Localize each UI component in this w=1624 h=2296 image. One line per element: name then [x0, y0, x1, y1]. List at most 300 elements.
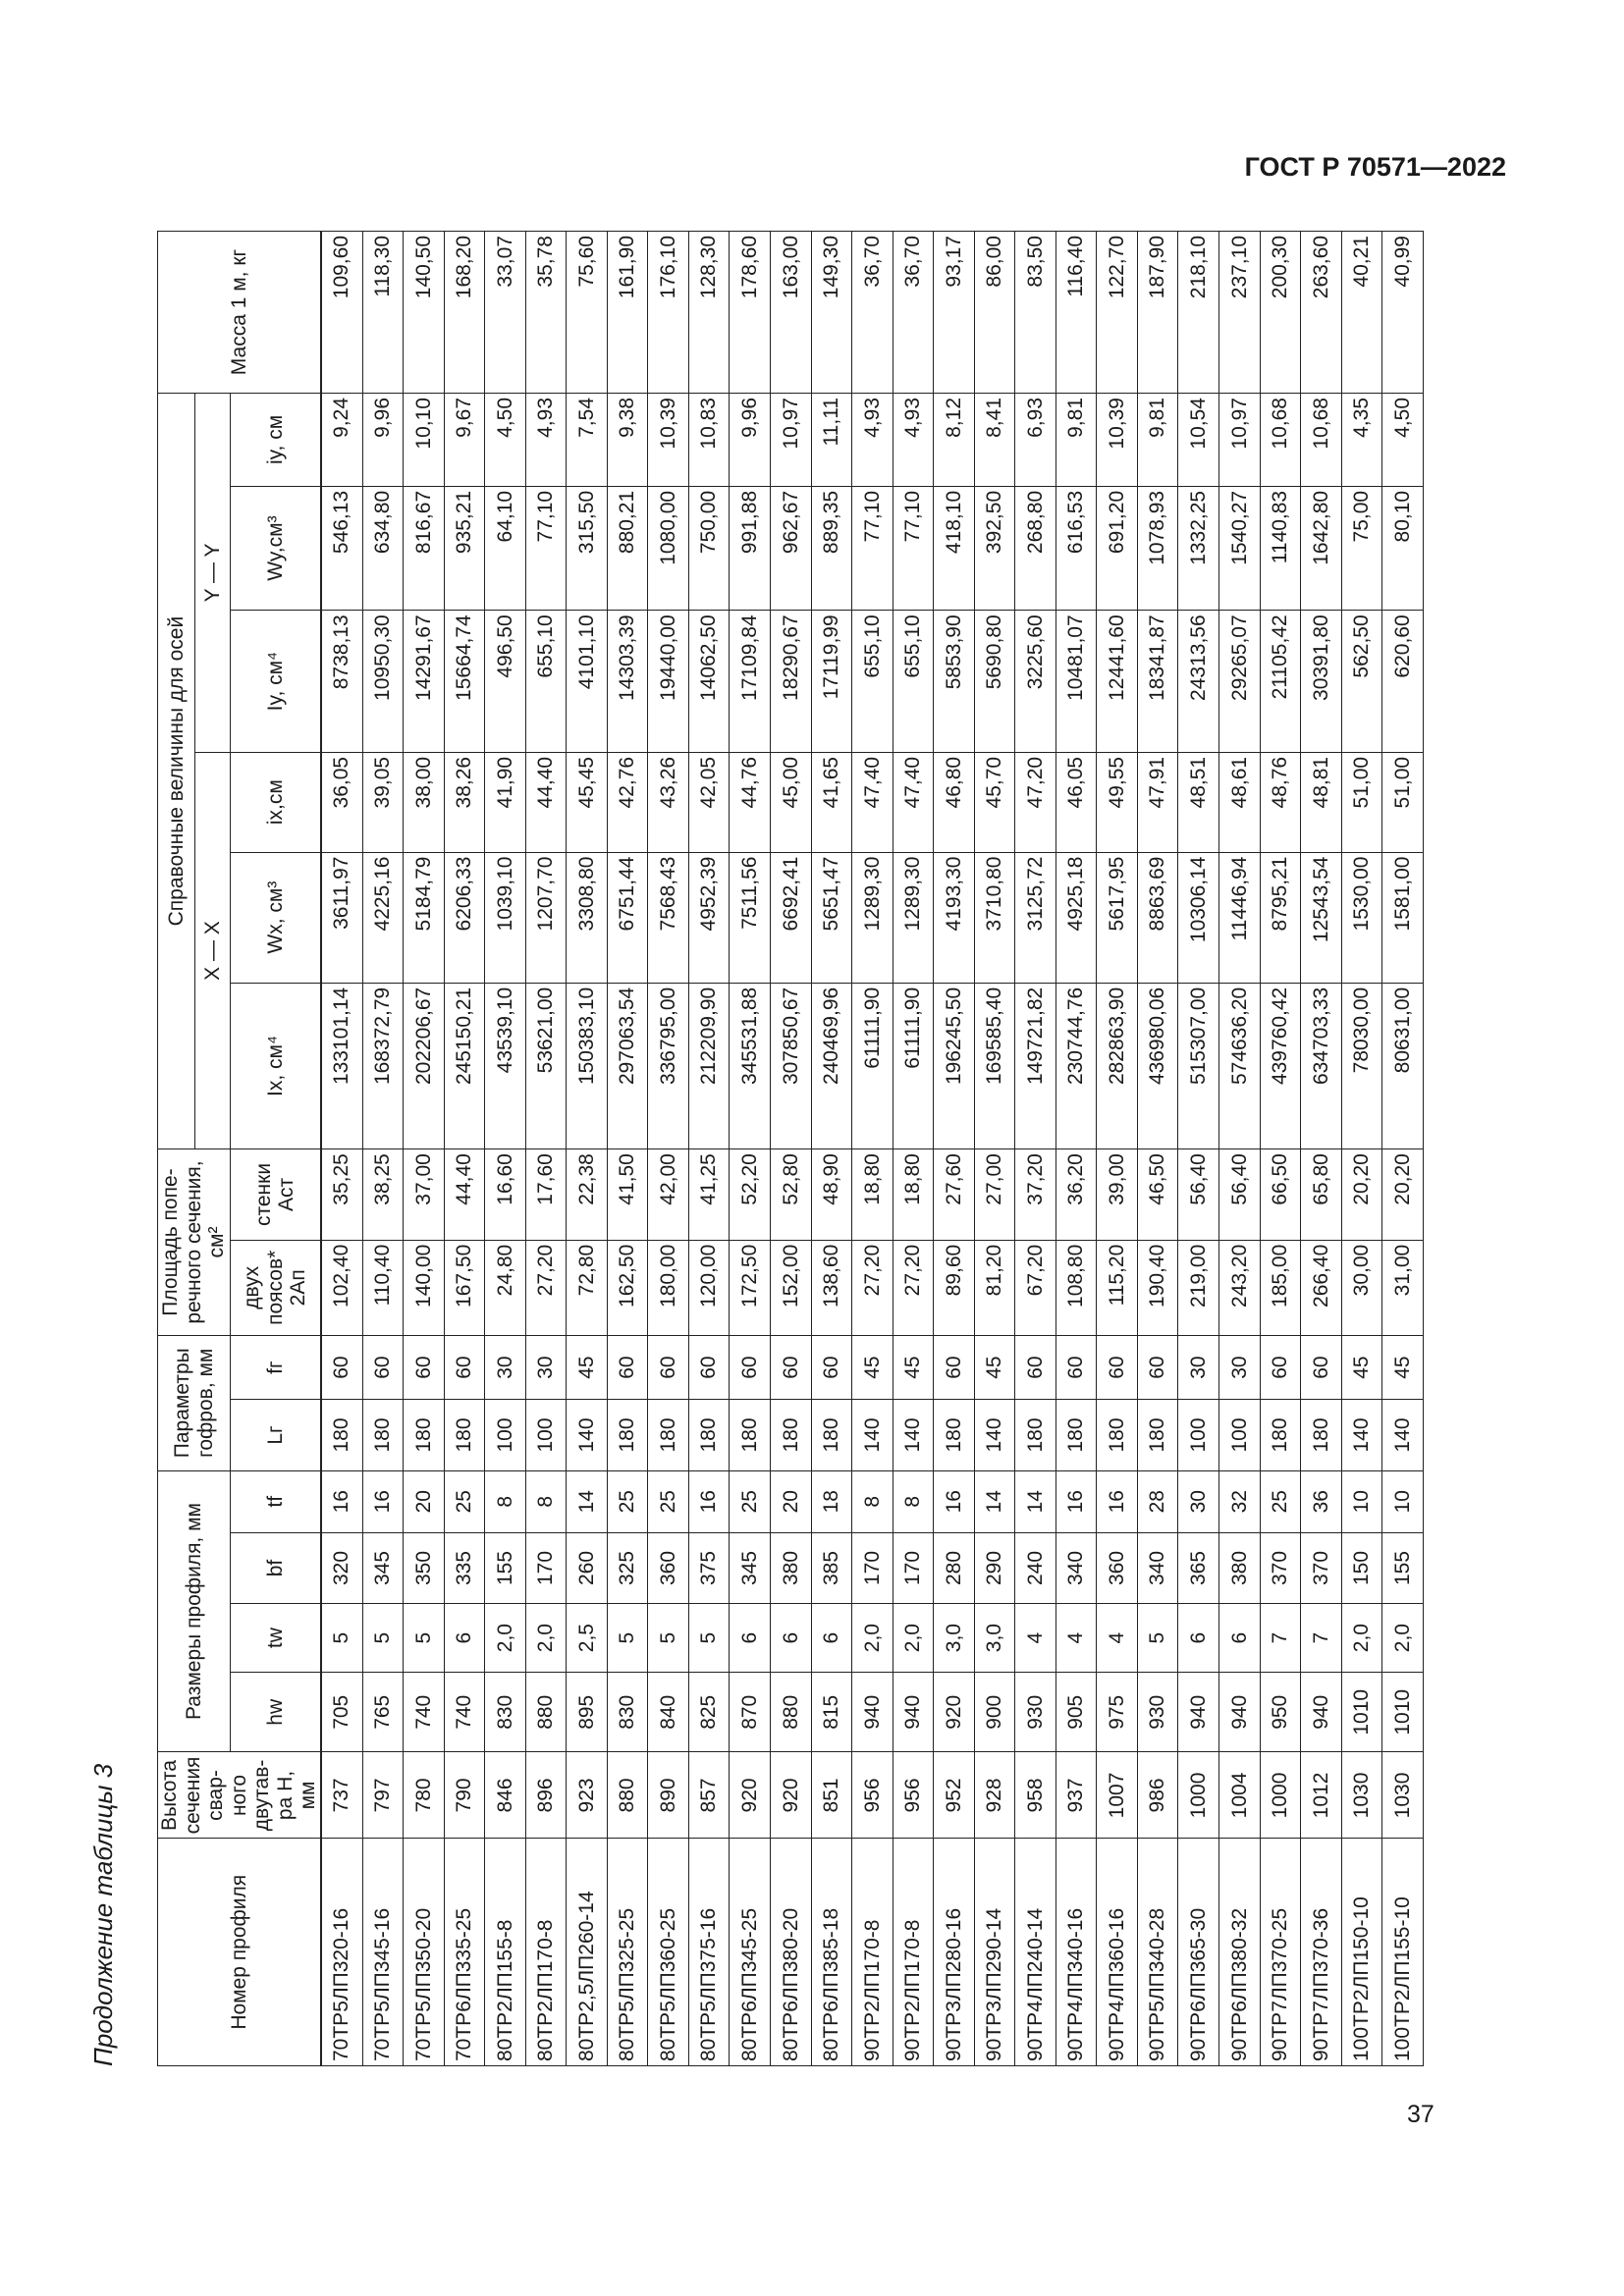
table-row — [1137, 232, 1178, 2066]
table-cell: 30391,80 — [1301, 611, 1342, 753]
table-cell: 765 — [362, 1673, 404, 1752]
table-cell: 128,30 — [688, 232, 730, 394]
table-cell: 15664,74 — [444, 611, 485, 753]
table-cell: 45 — [852, 1335, 893, 1399]
table-cell: 3225,60 — [1015, 611, 1056, 753]
table-cell: 56,40 — [1178, 1149, 1219, 1241]
table-cell: 1540,27 — [1219, 486, 1261, 610]
cell-profile-name: 80ТР2ЛП155-8 — [485, 1839, 526, 2066]
table-cell: 880 — [607, 1752, 648, 1839]
table-cell: 75,60 — [567, 232, 608, 394]
table-cell: 20,20 — [1341, 1149, 1382, 1241]
table-cell: 30 — [1219, 1335, 1261, 1399]
table-cell: 180 — [607, 1400, 648, 1470]
table-cell: 41,65 — [811, 752, 852, 852]
table-cell: 155 — [1382, 1532, 1424, 1603]
table-cell: 923 — [567, 1752, 608, 1839]
table-cell: 20 — [770, 1470, 811, 1532]
table-cell: 240469,96 — [811, 983, 852, 1148]
table-cell: 46,50 — [1137, 1149, 1178, 1241]
table-cell: 5 — [607, 1604, 648, 1673]
table-cell: 7 — [1301, 1604, 1342, 1673]
cell-profile-name: 90ТР3ЛП290-14 — [974, 1839, 1015, 2066]
table-cell: 940 — [1301, 1673, 1342, 1752]
table-cell: 41,90 — [485, 752, 526, 852]
table-cell: 66,50 — [1260, 1149, 1301, 1241]
profile-table — [157, 231, 1424, 2066]
table-cell: 60 — [1097, 1335, 1138, 1399]
table-cell: 1140,83 — [1260, 486, 1301, 610]
table-cell: 2,0 — [852, 1604, 893, 1673]
table-cell: 180 — [444, 1400, 485, 1470]
table-cell: 219,00 — [1178, 1240, 1219, 1335]
table-cell: 10306,14 — [1178, 852, 1219, 983]
table-row — [770, 232, 811, 2066]
table-cell: 169585,40 — [974, 983, 1015, 1148]
sub-ix-radius: ix,см — [231, 752, 321, 852]
table-cell: 5853,90 — [934, 611, 975, 753]
table-cell: 36,70 — [893, 232, 934, 394]
table-cell: 380 — [770, 1532, 811, 1603]
table-cell: 10,97 — [1219, 394, 1261, 487]
cell-profile-name: 80ТР2ЛП170-8 — [525, 1839, 567, 2066]
table-cell: 10,39 — [648, 394, 689, 487]
table-cell: 1000 — [1260, 1752, 1301, 1839]
table-row — [1219, 232, 1261, 2066]
table-cell: 162,50 — [607, 1240, 648, 1335]
table-cell: 940 — [852, 1673, 893, 1752]
table-cell: 5 — [362, 1604, 404, 1673]
col-header-reference: Справочные величины для осей — [158, 394, 195, 1149]
table-cell: 14303,39 — [607, 611, 648, 753]
cell-profile-name: 80ТР5ЛП375-16 — [688, 1839, 730, 2066]
table-cell: 940 — [1219, 1673, 1261, 1752]
table-cell: 6 — [730, 1604, 771, 1673]
table-cell: 10,68 — [1260, 394, 1301, 487]
table-cell: 10950,30 — [362, 611, 404, 753]
table-cell: 45,00 — [770, 752, 811, 852]
table-cell: 180 — [1137, 1400, 1178, 1470]
table-cell: 5 — [404, 1604, 445, 1673]
table-cell: 149,30 — [811, 232, 852, 394]
table-cell: 109,60 — [321, 232, 362, 394]
table-cell: 2,5 — [567, 1604, 608, 1673]
table-cell: 46,05 — [1056, 752, 1097, 852]
table-row — [1178, 232, 1219, 2066]
sub-iy: Iy, см⁴ — [231, 611, 321, 753]
table-cell: 86,00 — [974, 232, 1015, 394]
table-cell: 750,00 — [688, 486, 730, 610]
cell-profile-name: 90ТР6ЛП380-32 — [1219, 1839, 1261, 2066]
table-cell: 263,60 — [1301, 232, 1342, 394]
table-cell: 60 — [607, 1335, 648, 1399]
table-cell: 81,20 — [974, 1240, 1015, 1335]
table-cell: 5 — [1137, 1604, 1178, 1673]
table-cell: 7 — [1260, 1604, 1301, 1673]
table-row — [893, 232, 934, 2066]
table-cell: 4101,10 — [567, 611, 608, 753]
cell-profile-name: 80ТР5ЛП325-25 — [607, 1839, 648, 2066]
table-cell: 940 — [1178, 1673, 1219, 1752]
table-body — [321, 232, 1424, 2066]
table-cell: 890 — [648, 1752, 689, 1839]
table-row — [730, 232, 771, 2066]
table-cell: 920 — [934, 1673, 975, 1752]
table-cell: 360 — [648, 1532, 689, 1603]
table-cell: 691,20 — [1097, 486, 1138, 610]
table-cell: 245150,21 — [444, 983, 485, 1148]
table-cell: 825 — [688, 1673, 730, 1752]
table-cell: 10,97 — [770, 394, 811, 487]
table-cell: 65,80 — [1301, 1149, 1342, 1241]
table-cell: 18,80 — [852, 1149, 893, 1241]
table-cell: 14291,67 — [404, 611, 445, 753]
table-cell: 180 — [934, 1400, 975, 1470]
table-cell: 44,40 — [525, 752, 567, 852]
table-cell: 170 — [852, 1532, 893, 1603]
table-cell: 6 — [770, 1604, 811, 1673]
table-cell: 4952,39 — [688, 852, 730, 983]
table-cell: 920 — [770, 1752, 811, 1839]
table-cell: 25 — [730, 1470, 771, 1532]
table-cell: 6 — [811, 1604, 852, 1673]
table-cell: 740 — [444, 1673, 485, 1752]
table-cell: 25 — [648, 1470, 689, 1532]
table-cell: 3710,80 — [974, 852, 1015, 983]
table-cell: 61111,90 — [852, 983, 893, 1148]
table-row — [485, 232, 526, 2066]
table-cell: 40,99 — [1382, 232, 1424, 394]
table-cell: 48,51 — [1178, 752, 1219, 852]
table-cell: 740 — [404, 1673, 445, 1752]
table-cell: 45 — [893, 1335, 934, 1399]
table-cell: 360 — [1097, 1532, 1138, 1603]
table-cell: 33,07 — [485, 232, 526, 394]
table-cell: 48,61 — [1219, 752, 1261, 852]
table-cell: 36,70 — [852, 232, 893, 394]
table-cell: 8,12 — [934, 394, 975, 487]
table-cell: 168,20 — [444, 232, 485, 394]
table-cell: 43539,10 — [485, 983, 526, 1148]
table-cell: 78030,00 — [1341, 983, 1382, 1148]
table-cell: 266,40 — [1301, 1240, 1342, 1335]
table-cell: 60 — [1137, 1335, 1178, 1399]
table-cell: 16 — [688, 1470, 730, 1532]
table-cell: 60 — [444, 1335, 485, 1399]
cell-profile-name: 80ТР6ЛП345-25 — [730, 1839, 771, 2066]
cell-profile-name: 70ТР5ЛП350-20 — [404, 1839, 445, 2066]
table-cell: 185,00 — [1260, 1240, 1301, 1335]
table-cell: 25 — [607, 1470, 648, 1532]
table-cell: 176,10 — [648, 232, 689, 394]
table-cell: 100 — [525, 1400, 567, 1470]
table-cell: 48,90 — [811, 1149, 852, 1241]
table-cell: 28 — [1137, 1470, 1178, 1532]
table-cell: 830 — [607, 1673, 648, 1752]
table-cell: 2,0 — [1341, 1604, 1382, 1673]
table-cell: 16 — [1056, 1470, 1097, 1532]
table-row — [525, 232, 567, 2066]
cell-profile-name: 80ТР6ЛП385-18 — [811, 1839, 852, 2066]
table-cell: 140 — [1341, 1400, 1382, 1470]
table-cell: 77,10 — [893, 486, 934, 610]
table-cell: 290 — [974, 1532, 1015, 1603]
table-cell: 187,90 — [1137, 232, 1178, 394]
table-cell: 4193,30 — [934, 852, 975, 983]
table-cell: 180 — [730, 1400, 771, 1470]
table-cell: 180 — [648, 1400, 689, 1470]
table-cell: 18290,67 — [770, 611, 811, 753]
table-row — [1260, 232, 1301, 2066]
cell-profile-name: 80ТР6ЛП380-20 — [770, 1839, 811, 2066]
cell-profile-name: 90ТР2ЛП170-8 — [893, 1839, 934, 2066]
table-cell: 9,96 — [362, 394, 404, 487]
table-cell: 60 — [362, 1335, 404, 1399]
table-cell: 840 — [648, 1673, 689, 1752]
table-cell: 1078,93 — [1137, 486, 1178, 610]
table-cell: 797 — [362, 1752, 404, 1839]
table-cell: 60 — [1260, 1335, 1301, 1399]
table-cell: 39,05 — [362, 752, 404, 852]
table-cell: 25 — [444, 1470, 485, 1532]
cell-profile-name: 90ТР4ЛП240-14 — [1015, 1839, 1056, 2066]
table-cell: 12441,60 — [1097, 611, 1138, 753]
table-row — [567, 232, 608, 2066]
table-cell: 51,00 — [1382, 752, 1424, 852]
table-cell: 14062,50 — [688, 611, 730, 753]
table-cell: 320 — [321, 1532, 362, 1603]
table-cell: 190,40 — [1137, 1240, 1178, 1335]
table-cell: 280 — [934, 1532, 975, 1603]
table-cell: 11,11 — [811, 394, 852, 487]
table-cell: 496,50 — [485, 611, 526, 753]
table-cell: 6 — [1219, 1604, 1261, 1673]
table-cell: 60 — [1015, 1335, 1056, 1399]
table-cell: 20,20 — [1382, 1149, 1424, 1241]
table-cell: 46,80 — [934, 752, 975, 852]
sub-bf: bf — [231, 1532, 321, 1603]
table-cell: 168372,79 — [362, 983, 404, 1148]
table-cell: 240 — [1015, 1532, 1056, 1603]
cell-profile-name: 90ТР4ЛП340-16 — [1056, 1839, 1097, 2066]
table-cell: 38,26 — [444, 752, 485, 852]
table-cell: 140 — [893, 1400, 934, 1470]
table-cell: 180 — [1260, 1400, 1301, 1470]
table-cell: 436980,06 — [1137, 983, 1178, 1148]
table-cell: 38,25 — [362, 1149, 404, 1241]
table-cell: 60 — [321, 1335, 362, 1399]
table-cell: 202206,67 — [404, 983, 445, 1148]
table-cell: 77,10 — [525, 486, 567, 610]
table-cell: 920 — [730, 1752, 771, 1839]
table-cell: 350 — [404, 1532, 445, 1603]
table-cell: 737 — [321, 1752, 362, 1839]
table-cell: 140,00 — [404, 1240, 445, 1335]
table-cell: 27,20 — [852, 1240, 893, 1335]
table-cell: 7568,43 — [648, 852, 689, 983]
table-cell: 5 — [648, 1604, 689, 1673]
table-cell: 956 — [852, 1752, 893, 1839]
table-cell: 6 — [1178, 1604, 1219, 1673]
table-cell: 24,80 — [485, 1240, 526, 1335]
cell-profile-name: 80ТР2,5ЛП260-14 — [567, 1839, 608, 2066]
table-row — [607, 232, 648, 2066]
table-cell: 122,70 — [1097, 232, 1138, 394]
table-cell: 12543,54 — [1301, 852, 1342, 983]
table-cell: 60 — [688, 1335, 730, 1399]
table-cell: 10 — [1341, 1470, 1382, 1532]
table-cell: 40,21 — [1341, 232, 1382, 394]
table-cell: 6 — [444, 1604, 485, 1673]
table-cell: 45,70 — [974, 752, 1015, 852]
table-cell: 60 — [730, 1335, 771, 1399]
cell-profile-name: 90ТР4ЛП360-16 — [1097, 1839, 1138, 2066]
table-cell: 72,80 — [567, 1240, 608, 1335]
table-cell: 634,80 — [362, 486, 404, 610]
cell-profile-name: 90ТР2ЛП170-8 — [852, 1839, 893, 2066]
table-cell: 816,67 — [404, 486, 445, 610]
table-cell: 1007 — [1097, 1752, 1138, 1839]
table-cell: 340 — [1056, 1532, 1097, 1603]
table-cell: 790 — [444, 1752, 485, 1839]
table-cell: 80631,00 — [1382, 983, 1424, 1148]
table-cell: 22,38 — [567, 1149, 608, 1241]
table-cell: 51,00 — [1341, 752, 1382, 852]
table-cell: 18,80 — [893, 1149, 934, 1241]
table-row — [934, 232, 975, 2066]
table-cell: 16 — [934, 1470, 975, 1532]
table-cell: 180 — [811, 1400, 852, 1470]
table-cell: 17119,99 — [811, 611, 852, 753]
table-cell: 180 — [1056, 1400, 1097, 1470]
table-cell: 375 — [688, 1532, 730, 1603]
sub-ix: Ix, см⁴ — [231, 983, 321, 1148]
table-cell: 41,25 — [688, 1149, 730, 1241]
table-cell: 45 — [1382, 1335, 1424, 1399]
table-cell: 9,96 — [730, 394, 771, 487]
table-cell: 3125,72 — [1015, 852, 1056, 983]
table-cell: 870 — [730, 1673, 771, 1752]
table-row — [974, 232, 1015, 2066]
table-cell: 18 — [811, 1470, 852, 1532]
table-cell: 6206,33 — [444, 852, 485, 983]
table-cell: 8 — [893, 1470, 934, 1532]
table-cell: 9,38 — [607, 394, 648, 487]
table-cell: 150 — [1341, 1532, 1382, 1603]
table-cell: 48,76 — [1260, 752, 1301, 852]
sub-ast: стенки Aст — [231, 1149, 321, 1241]
table-cell: 365 — [1178, 1532, 1219, 1603]
table-cell: 6,93 — [1015, 394, 1056, 487]
table-caption: Продолжение таблицы 3 — [88, 1763, 118, 2066]
table-cell: 655,10 — [525, 611, 567, 753]
table-cell: 180 — [1301, 1400, 1342, 1470]
table-cell: 830 — [485, 1673, 526, 1752]
table-cell: 89,60 — [934, 1240, 975, 1335]
table-cell: 47,40 — [893, 752, 934, 852]
table-cell: 880 — [770, 1673, 811, 1752]
table-cell: 243,20 — [1219, 1240, 1261, 1335]
table-cell: 155 — [485, 1532, 526, 1603]
table-cell: 115,20 — [1097, 1240, 1138, 1335]
table-cell: 30 — [1178, 1470, 1219, 1532]
table-cell: 4,35 — [1341, 394, 1382, 487]
table-cell: 64,10 — [485, 486, 526, 610]
table-cell: 3,0 — [934, 1604, 975, 1673]
col-header-dims: Размеры профиля, мм — [158, 1470, 231, 1752]
table-cell: 515307,00 — [1178, 983, 1219, 1148]
table-cell: 880,21 — [607, 486, 648, 610]
table-cell: 8738,13 — [321, 611, 362, 753]
table-cell: 1010 — [1341, 1673, 1382, 1752]
table-cell: 930 — [1015, 1673, 1056, 1752]
table-cell: 30,00 — [1341, 1240, 1382, 1335]
table-cell: 952 — [934, 1752, 975, 1839]
table-cell: 30 — [1178, 1335, 1219, 1399]
table-cell: 3611,97 — [321, 852, 362, 983]
table-cell: 45 — [974, 1335, 1015, 1399]
table-cell: 77,10 — [852, 486, 893, 610]
rotated-table-container — [157, 231, 1424, 2066]
table-cell: 815 — [811, 1673, 852, 1752]
table-row — [1097, 232, 1138, 2066]
table-cell: 851 — [811, 1752, 852, 1839]
table-cell: 80,10 — [1382, 486, 1424, 610]
table-cell: 140 — [567, 1400, 608, 1470]
table-cell: 345 — [362, 1532, 404, 1603]
table-cell: 52,20 — [730, 1149, 771, 1241]
table-row — [404, 232, 445, 2066]
table-cell: 260 — [567, 1532, 608, 1603]
table-cell: 385 — [811, 1532, 852, 1603]
cell-profile-name: 70ТР5ЛП345-16 — [362, 1839, 404, 2066]
table-cell: 180 — [1097, 1400, 1138, 1470]
table-cell: 110,40 — [362, 1240, 404, 1335]
table-cell: 178,60 — [730, 232, 771, 394]
table-cell: 620,60 — [1382, 611, 1424, 753]
table-cell: 5690,80 — [974, 611, 1015, 753]
table-cell: 140 — [852, 1400, 893, 1470]
cell-profile-name: 70ТР6ЛП335-25 — [444, 1839, 485, 2066]
table-cell: 24313,56 — [1178, 611, 1219, 753]
sub-fg: fг — [231, 1335, 321, 1399]
table-cell: 297063,54 — [607, 983, 648, 1148]
table-cell: 36,05 — [321, 752, 362, 852]
table-cell: 928 — [974, 1752, 1015, 1839]
table-cell: 17109,84 — [730, 611, 771, 753]
table-cell: 180 — [1015, 1400, 1056, 1470]
table-cell: 10,39 — [1097, 394, 1138, 487]
table-cell: 35,25 — [321, 1149, 362, 1241]
sub-tf: tf — [231, 1470, 321, 1532]
table-cell: 5617,95 — [1097, 852, 1138, 983]
table-cell: 118,30 — [362, 232, 404, 394]
table-cell: 5 — [688, 1604, 730, 1673]
table-cell: 161,90 — [607, 232, 648, 394]
table-cell: 991,88 — [730, 486, 771, 610]
table-cell: 36,20 — [1056, 1149, 1097, 1241]
table-cell: 1332,25 — [1178, 486, 1219, 610]
table-cell: 230744,76 — [1056, 983, 1097, 1148]
table-cell: 2,0 — [485, 1604, 526, 1673]
table-cell: 3,0 — [974, 1604, 1015, 1673]
table-row — [688, 232, 730, 2066]
sub-tw: tw — [231, 1604, 321, 1673]
table-cell: 43,26 — [648, 752, 689, 852]
table-cell: 37,20 — [1015, 1149, 1056, 1241]
table-cell: 41,50 — [607, 1149, 648, 1241]
table-cell: 392,50 — [974, 486, 1015, 610]
